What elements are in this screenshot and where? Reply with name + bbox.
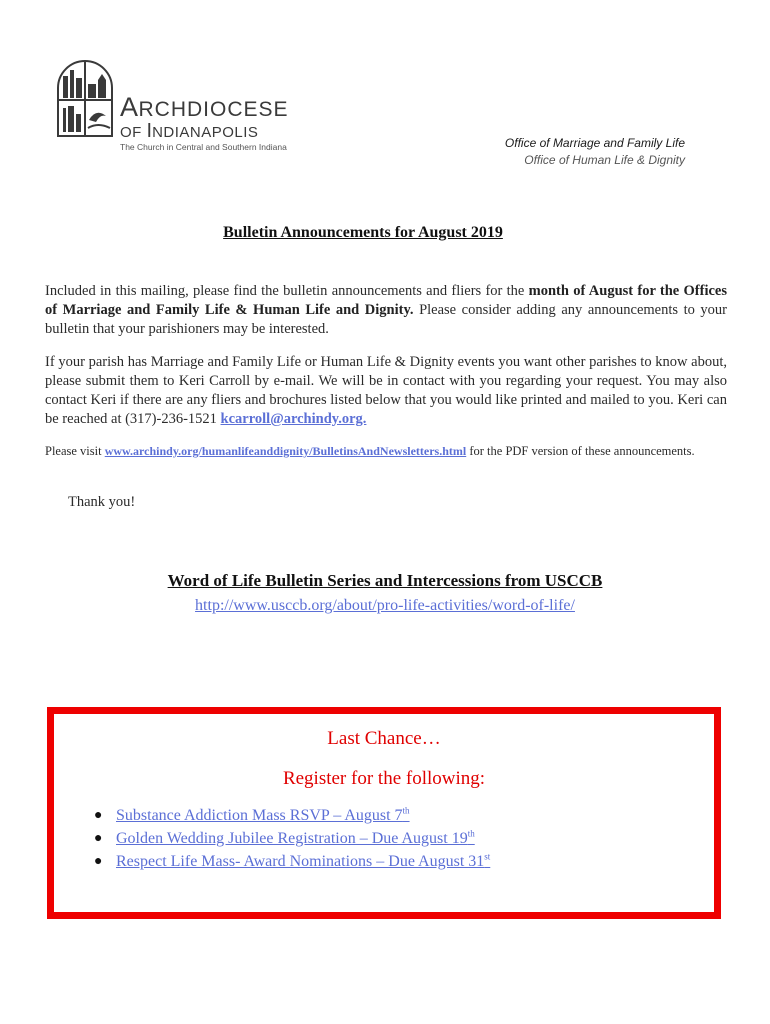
word-of-life-title: Word of Life Bulletin Series and Intercessions from USCCB <box>167 571 603 590</box>
email-link[interactable]: kcarroll@archindy.org. <box>220 411 367 427</box>
logo-name: ARCHDIOCESE <box>120 92 289 122</box>
word-of-life-link[interactable]: http://www.usccb.org/about/pro-life-activities/word-of-life/ <box>195 597 575 614</box>
registration-list <box>86 804 490 873</box>
cathedral-window-icon <box>54 58 116 138</box>
contact-paragraph: If your parish has Marriage and Family Life or Human Life & Dignity events you want other parishes to know about, please submit them to Keri Carroll by e-mail. We will be in contact with you regarding your request. You may also contact Keri if there are any fliers and brochures listed below that you would like printed and mailed to you. Keri can be reached at (317)-236-1521 kcarroll@archindy.org. <box>45 354 727 427</box>
office-marriage-family: Office of Marriage and Family Life <box>504 136 685 150</box>
intro-paragraph: Included in this mailing, please find the bulletin announcements and fliers for the month of August for the Offices of Marriage and Family Life & Human Life and Dignity. Please consider adding any announcements to your bulletin that your parishioners may be interested. <box>45 283 727 337</box>
document-title: Bulletin Announcements for August 2019 <box>223 224 503 241</box>
bullet-icon: ● <box>94 854 103 869</box>
list-item[interactable]: ● Golden Wedding Jubilee Registration – Due August 19th <box>116 827 490 850</box>
bulletins-url-link[interactable]: www.archindy.org/humanlifeanddignity/BulletinsAndNewsletters.html <box>104 444 467 458</box>
pdf-paragraph: Please visit www.archindy.org/humanlifeanddignity/BulletinsAndNewsletters.html for the PDF version of these announcements. <box>45 444 695 458</box>
list-item[interactable]: ● Substance Addiction Mass RSVP – August 7th <box>116 804 490 827</box>
logo-city: OF INDIANAPOLIS <box>120 120 259 142</box>
office-names <box>505 135 685 169</box>
last-chance-box <box>47 707 721 919</box>
list-item[interactable]: ● Respect Life Mass- Award Nominations – Due August 31st <box>116 850 490 873</box>
logo-tagline: The Church in Central and Southern Indiana <box>120 142 287 152</box>
office-human-life: Office of Human Life & Dignity <box>524 153 685 167</box>
thank-you-text: Thank you! <box>68 494 136 510</box>
bullet-icon: ● <box>94 831 103 846</box>
register-heading: Register for the following: <box>282 768 486 789</box>
bullet-icon: ● <box>94 808 103 823</box>
archdiocese-logo <box>54 58 304 154</box>
last-chance-heading: Last Chance… <box>327 728 441 749</box>
